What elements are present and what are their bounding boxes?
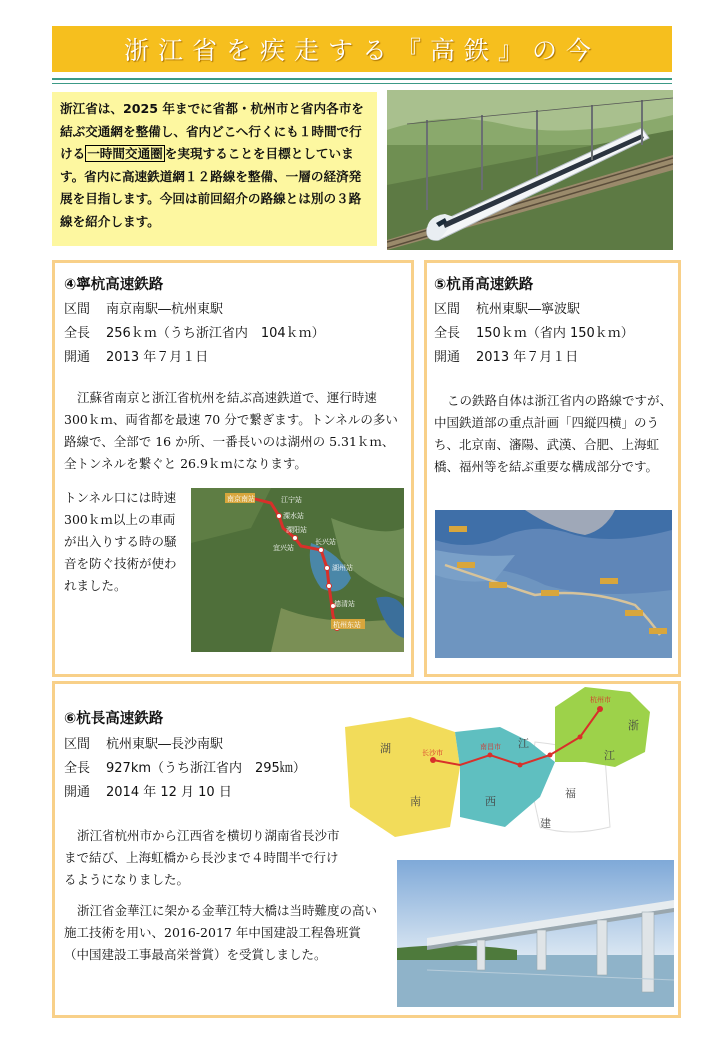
open-label: 開通 bbox=[64, 785, 91, 800]
map-label: 溧阳站 bbox=[286, 526, 307, 534]
intro-text-2: を実現することを目標としています。省内に高速鉄道網１２路線を整備、一層の経済発展を目指します。今回は前回紹介の路線とは別の３路線を紹介します。 bbox=[60, 146, 362, 229]
interval-value: 南京南駅―杭州東駅 bbox=[106, 302, 224, 317]
map-label: 湖州站 bbox=[332, 564, 353, 572]
hangchang-body: 浙江省杭州市から江西省を横切り湖南省長沙市まで結び、上海虹橋から長沙まで４時間半で行けるようになりました。 bbox=[64, 828, 340, 887]
jinhua-bridge-photo bbox=[397, 860, 674, 1007]
hangyong-length-row bbox=[434, 322, 634, 341]
intro-box bbox=[52, 92, 377, 246]
interval-label: 区間 bbox=[64, 302, 91, 317]
length-label: 全長 bbox=[434, 326, 461, 341]
ninghang-length-row bbox=[64, 322, 325, 341]
map-label: 湖 bbox=[380, 742, 391, 755]
page-title: 浙江省を疾走する『高鉄』の今 bbox=[123, 36, 600, 65]
ninghang-route-map bbox=[191, 488, 404, 652]
open-value: 2014 年 12 月 10 日 bbox=[106, 785, 232, 800]
map-label: 江宁站 bbox=[281, 496, 302, 504]
map-label: 长沙市 bbox=[422, 749, 443, 757]
bullet-train-photo bbox=[387, 90, 673, 250]
hangchang-province-map bbox=[340, 687, 674, 839]
interval-label: 区間 bbox=[64, 737, 91, 752]
length-label: 全長 bbox=[64, 326, 91, 341]
interval-label: 区間 bbox=[434, 302, 461, 317]
open-label: 開通 bbox=[434, 350, 461, 365]
map-label: 江 bbox=[518, 737, 529, 750]
ninghang-body: 江蘇省南京と浙江省杭州を結ぶ高速鉄道で、運行時速 300ｋｍ、両省都を最速 70 分で繋ぎます。トンネルの多い路線で、全部で 16 か所、一番長いのは湖州の 5.31ｋｍ、全トンネルを繋ぐと 26.9ｋｍになります。 bbox=[64, 390, 398, 471]
map-label: 德清站 bbox=[334, 600, 355, 608]
map-label: 福 bbox=[565, 787, 576, 800]
hangyong-open-row bbox=[434, 346, 578, 365]
length-value: 150ｋｍ（省内 150ｋｍ） bbox=[476, 326, 634, 341]
open-value: 2013 年７月１日 bbox=[476, 350, 579, 365]
hangyong-interval-row bbox=[434, 298, 580, 317]
map-label: 溧水站 bbox=[283, 512, 304, 520]
section-hangchang-title: ⑥杭長高速鉄路 bbox=[64, 711, 164, 727]
map-label: 浙 bbox=[628, 719, 639, 732]
hangyong-body: この鉄路自体は浙江省内の路線ですが、中国鉄道部の重点計画「四縦四横」のうち、北京南、瀋陽、武漢、合肥、上海虹橋、福州等を結ぶ重要な構成部分です。 bbox=[434, 393, 673, 474]
intro-text-1: 浙江省は、2025 年までに省都・杭州市と省内各市を結ぶ交通網を整備し、省内どこへ行くにも１時間で行ける bbox=[60, 101, 364, 161]
interval-value: 杭州東駅―長沙南駅 bbox=[106, 737, 224, 752]
section-ninghang-title: ④寧杭高速鉄路 bbox=[64, 277, 164, 293]
hangchang-interval-row bbox=[64, 733, 223, 752]
map-label: 建 bbox=[540, 817, 551, 830]
ninghang-body-2: トンネル口には時速 300ｋｍ以上の車両が出入りする時の騒音を防ぐ技術が使われました。 bbox=[64, 490, 177, 593]
section-hangyong-title: ⑤杭甬高速鉄路 bbox=[434, 277, 534, 293]
map-label: 长兴站 bbox=[315, 538, 336, 546]
map-label: 杭州市 bbox=[590, 696, 611, 704]
length-label: 全長 bbox=[64, 761, 91, 776]
length-value: 256ｋｍ（うち浙江省内 104ｋｍ） bbox=[106, 326, 325, 341]
map-label: 南 bbox=[410, 795, 421, 808]
map-label: 宜兴站 bbox=[273, 544, 294, 552]
hangchang-length-row bbox=[64, 757, 306, 776]
hangchang-body-2: 浙江省金華江に架かる金華江特大橋は当時難度の高い施工技術を用い、2016-2017 年中国建設工程魯班賞（中国建設工事最高栄誉賞）を受賞しました。 bbox=[64, 903, 378, 962]
intro-highlight: 一時間交通圏 bbox=[87, 146, 163, 161]
open-value: 2013 年７月１日 bbox=[106, 350, 209, 365]
map-label: 江 bbox=[604, 749, 615, 762]
interval-value: 杭州東駅―寧波駅 bbox=[476, 302, 581, 317]
length-value: 927km（うち浙江省内 295㎞） bbox=[106, 761, 306, 776]
map-label: 南京南站 bbox=[227, 495, 255, 503]
map-label: 杭州东站 bbox=[333, 621, 361, 629]
open-label: 開通 bbox=[64, 350, 91, 365]
title-divider-thin bbox=[52, 83, 672, 84]
hangchang-open-row bbox=[64, 781, 232, 800]
map-label: 西 bbox=[485, 795, 496, 808]
title-divider bbox=[52, 78, 672, 80]
ninghang-open-row bbox=[64, 346, 208, 365]
hangyong-satellite-map bbox=[435, 510, 672, 658]
page-title-bar bbox=[52, 26, 672, 72]
map-label: 南昌市 bbox=[480, 743, 501, 751]
ninghang-interval-row bbox=[64, 298, 223, 317]
